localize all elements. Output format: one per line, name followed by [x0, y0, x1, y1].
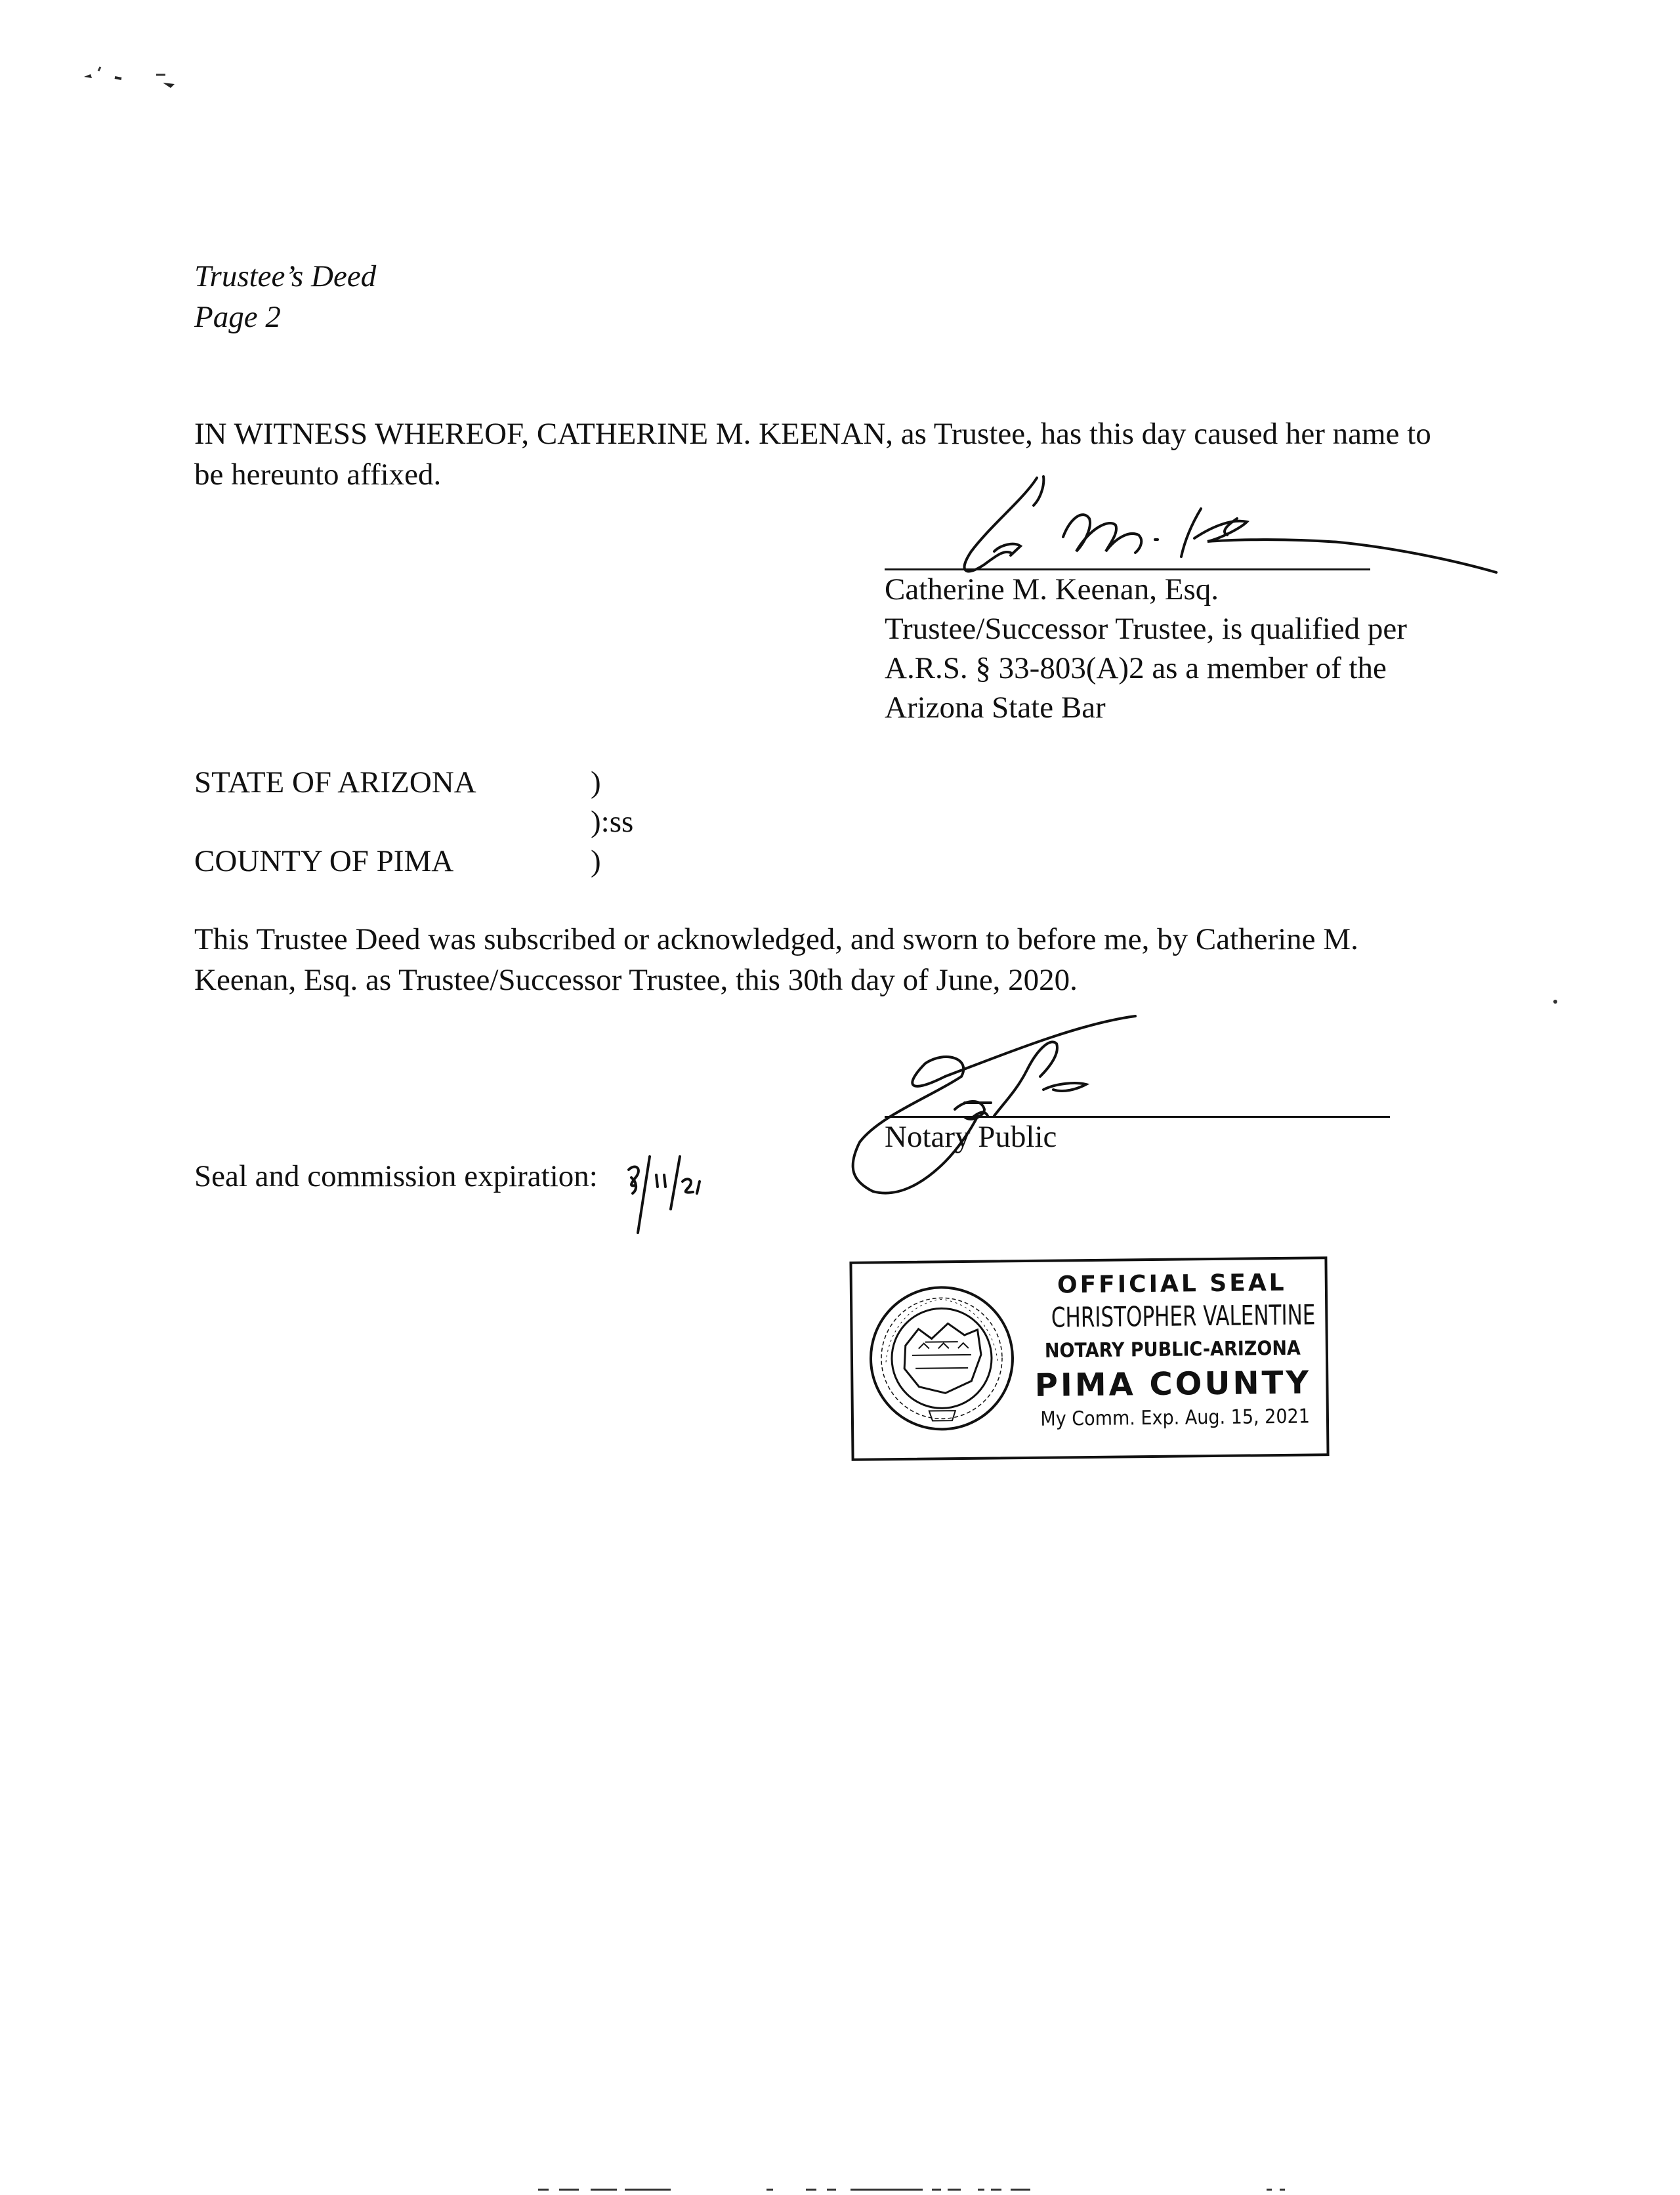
witness-clause: IN WITNESS WHEREOF, CATHERINE M. KEENAN, as Trustee, has this day caused her name to be hereunto affixed.	[194, 417, 1431, 492]
document-title: Trustee’s Deed	[194, 259, 377, 293]
signer-statute: A.R.S. § 33-803(A)2 as a member of the	[885, 651, 1387, 685]
county-label: COUNTY OF PIMA	[194, 844, 454, 878]
signer-bar: Arizona State Bar	[885, 691, 1106, 725]
stamp-county: PIMA COUNTY	[1034, 1364, 1312, 1404]
stamp-commission-expiration: My Comm. Exp. Aug. 15, 2021	[1040, 1405, 1311, 1431]
signer-name: Catherine M. Keenan, Esq.	[885, 572, 1219, 607]
seal-expiration-label: Seal and commission expiration:	[194, 1159, 598, 1193]
signer-qualification: Trustee/Successor Trustee, is qualified per	[885, 612, 1407, 646]
notary-public-label: Notary Public	[885, 1120, 1057, 1154]
acknowledgment-clause: This Trustee Deed was subscribed or acknowledged, and sworn to before me, by Catherine M. Keenan, Esq. as Trustee/Successor Trustee, this 30th day of June, 2020.	[194, 922, 1358, 997]
venue-paren-1: )	[591, 765, 601, 799]
stamp-official-seal: OFFICIAL SEAL	[1057, 1269, 1287, 1299]
stamp-notary-title: NOTARY PUBLIC-ARIZONA	[1044, 1336, 1301, 1363]
venue-paren-3: )	[591, 844, 601, 878]
venue-paren-ss: ):ss	[591, 805, 634, 839]
stamp-notary-name: CHRISTOPHER VALENTINE	[1051, 1298, 1316, 1334]
page-label: Page 2	[194, 300, 281, 334]
state-label: STATE OF ARIZONA	[194, 765, 476, 799]
